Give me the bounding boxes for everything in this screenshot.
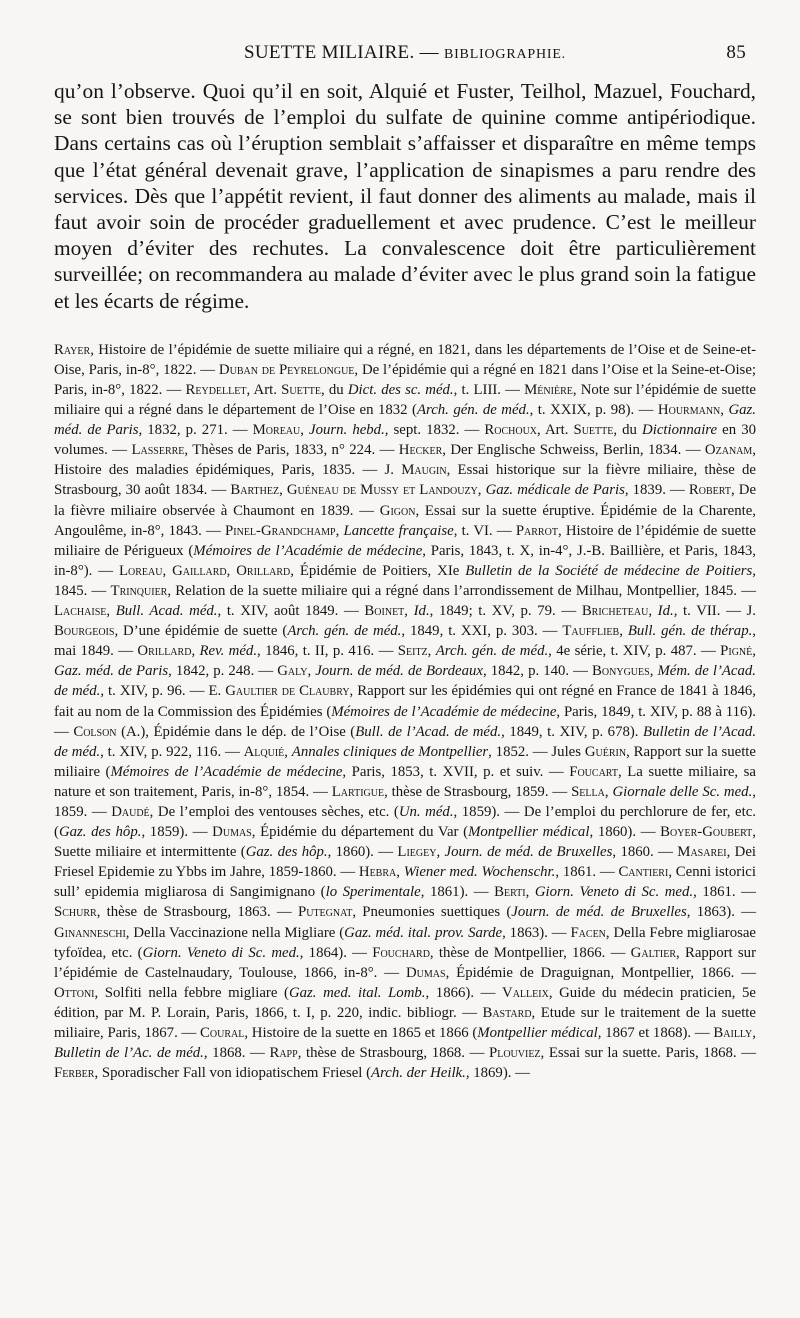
bibliography <box>54 340 756 1083</box>
citation-text: , Cenni istorici sull’ epidemia migliarosa di Sangimignano ( <box>54 864 756 901</box>
publication-title: Id. <box>657 603 674 620</box>
citation-text: , thèse de Montpellier, 1866. — <box>429 944 631 961</box>
author-name: Bourgeois <box>54 623 115 640</box>
citation-text: , Histoire des maladies épidémiques, Paris, 1835. — J. <box>54 442 756 479</box>
author-name: Berti <box>494 884 526 901</box>
citation-text: , De l’épidémie qui a régné en 1821 dans l’Oise et la Seine-et-Oise; Paris, in-8°, 1822. — <box>54 361 756 399</box>
citation-text: , 1869). — <box>465 1065 530 1082</box>
author-name: Schurr <box>54 904 97 921</box>
publication-title: Mém. de l’Acad. de méd. <box>54 663 756 700</box>
publication-title: Journ. de méd. de Bruxelles <box>444 844 613 861</box>
publication-title: Gaz. méd. ital. prov. Sarde <box>344 924 503 941</box>
citation-text: , du <box>321 382 348 399</box>
author-name: Guérin <box>584 743 627 760</box>
citation-text: , Art. <box>537 422 574 439</box>
author-name: Liegey <box>397 844 437 861</box>
citation-text: , Guide du médecin praticien, 5e édition, par M. P. Lorain, Paris, 1866, t. I, p. 220, indic. bibliogr. — <box>54 984 756 1021</box>
citation-text: , Der Englische Schweiss, Berlin, 1834. — <box>442 442 705 459</box>
citation-text: , <box>300 422 310 439</box>
citation-text: , <box>106 603 116 620</box>
citation-text: , mai 1849. — <box>54 623 756 660</box>
citation-text: , Rapport sur la suette miliaire ( <box>54 743 756 780</box>
citation-text: , 1849, t. XXI, p. 303. — <box>401 623 563 640</box>
author-name: Facen <box>570 924 606 941</box>
citation-text: , t. LIII. — <box>453 382 525 399</box>
body-paragraph: qu’on l’observe. Quoi qu’il en soit, Alquié et Fuster, Teilhol, Mazuel, Fouchard, se sont bien trouvés de l’emploi du sulfate de quinine comme antipériodique. Dans certains cas où l’éruption semblait s’affaisser et disparaître en même temps que l’état général devenait grave, l’application de sinapismes a paru rendre des services. Dès que l’appétit revient, il faut donner des aliments au malade, mais il faut avoir soin de procéder graduellement et avec prudence. C’est le meilleur moyen d’éviter des rechutes. La convalescence doit être particulièrement surveillée; on recommandera au malade d’éviter avec le plus grand soin la fatigue et les écarts de régime. <box>54 79 756 313</box>
citation-text: , Histoire de l’épidémie de suette miliaire de Périgueux ( <box>54 522 756 559</box>
citation-text: , 1852. — Jules <box>488 743 585 760</box>
citation-text: , <box>404 603 414 620</box>
citation-text: , Rapport sur les épidémies qui ont régné en France de 1841 à 1846, fait au nom de la Commission des Épidémies ( <box>54 683 756 720</box>
citation-text: , 1860). — <box>589 824 661 841</box>
citation-text: , 1842, p. 248. — <box>168 663 278 680</box>
author-name: Putegnat <box>298 904 353 921</box>
author-name: Galy <box>277 663 308 680</box>
header-subtitle: BIBLIOGRAPHIE. <box>443 47 566 62</box>
citation-text: , Etude sur le traitement de la suette miliaire, Paris, 1867. — <box>54 1004 756 1042</box>
publication-title: Giorn. Veneto di Sc. med. <box>534 884 694 901</box>
citation-text: , 1846, t. II, p. 416. — <box>257 643 398 660</box>
citation-text: , 1842, p. 140. — <box>482 663 593 680</box>
author-name: Reydellet <box>185 382 247 399</box>
author-name: Dumas <box>212 824 252 841</box>
citation-text: , Épidémie de Poitiers, XI <box>290 562 453 579</box>
citation-text: , 4e série, t. XIV, p. 487. — <box>548 643 721 660</box>
publication-title: Arch. gén. de méd. <box>416 402 530 419</box>
author-name: Ottoni <box>54 984 95 1001</box>
author-name: Dumas <box>405 964 446 981</box>
bibliography-paragraph <box>54 340 756 1083</box>
citation-text: , thèse de Strasbourg, 1868. — <box>297 1045 489 1062</box>
citation-text: , <box>427 643 436 660</box>
publication-title: Arch. der Heilk. <box>371 1065 466 1082</box>
author-name: Moreau <box>252 422 301 439</box>
author-name: Sella <box>571 783 605 800</box>
citation-text: , du <box>613 422 643 439</box>
citation-text: , De la fièvre miliaire observée à Chaumont en 1839. — <box>54 482 757 519</box>
publication-title: Gaz. med. ital. Lomb. <box>288 984 426 1001</box>
author-name: Robert <box>688 482 731 499</box>
publication-title: Montpellier médical <box>477 1025 598 1042</box>
citation-text: , t. VII. — J. <box>673 603 756 620</box>
citation-text: , <box>396 864 404 881</box>
citation-text: , Épidémie de Draguignan, Montpellier, 1866. — <box>445 964 756 981</box>
author-name: Hourmann <box>657 402 721 419</box>
publication-title: lo Sperimentale <box>325 884 421 901</box>
citation-text: , Solfiti nella febbre migliare ( <box>94 984 289 1001</box>
publication-title: Arch. gén. de méd. <box>287 623 402 640</box>
citation-text: , t. XXIX, p. 98). — <box>529 402 658 419</box>
publication-title: Gaz. méd. de Paris <box>54 402 756 439</box>
citation-text: , 1861. — <box>693 884 756 901</box>
citation-text: e <box>452 562 466 579</box>
citation-text: , Paris, 1853, t. XVII, p. et suiv. — <box>342 763 570 780</box>
publication-title: Journ. de méd. de Bordeaux <box>315 663 483 680</box>
author-name: Plouviez <box>488 1045 541 1062</box>
citation-text: , 1860. — <box>612 844 678 861</box>
publication-title: Un. méd. <box>398 803 454 820</box>
citation-text: , <box>752 1025 756 1042</box>
author-name: Bonygues <box>592 663 650 680</box>
citation-text: (A.), Épidémie dans le dép. de l’Oise ( <box>116 723 356 740</box>
author-name: Colson <box>73 723 117 740</box>
author-name: Trinquier <box>110 582 168 599</box>
publication-title: Annales cliniques de Montpellier <box>291 743 489 760</box>
author-name: Parrot <box>515 522 558 539</box>
publication-title: Mémoires de l’Académie de médecine <box>110 763 343 780</box>
citation-text: , Essai historique sur la fièvre miliaire, thèse de Strasbourg, 30 août 1834. — <box>54 462 756 499</box>
citation-text: , Rapport sur l’épidémie de Castelnaudary, Toulouse, 1866, in-8°. — <box>54 944 756 981</box>
publication-title: Rev. méd. <box>199 643 258 660</box>
author-name: Maugin <box>401 462 447 479</box>
author-name: Lachaise <box>54 603 107 620</box>
citation-text: , 1859. — <box>54 783 756 820</box>
citation-text: , Note sur l’épidémie de suette miliaire qui a régné dans le département de l’Oise en 1832 ( <box>54 382 756 419</box>
citation-text: , Della Febre migliarosae tyfoïdea, etc. ( <box>54 924 756 961</box>
citation-text: , Relation de la suette miliaire qui a régné dans l’arrondissement de Milhau, Montpellier, 1845. — <box>167 582 756 599</box>
citation-text: , Épidémie du département du Var ( <box>251 824 469 841</box>
author-name: Ménière <box>524 382 573 399</box>
running-header <box>54 42 756 72</box>
author-name: Boinet <box>364 603 405 620</box>
author-name: Cantieri <box>618 864 669 881</box>
citation-text: , Paris, 1849, t. XIV, p. 88 à 116). — <box>54 703 757 740</box>
author-name: Taufflieb <box>562 623 620 640</box>
citation-text: , 1867 et 1868). — <box>597 1025 714 1042</box>
author-name: Rapp <box>269 1045 298 1062</box>
author-name: Gigon <box>379 502 416 519</box>
author-name: Suette <box>573 422 614 439</box>
citation-text: , 1849, t. XIV, p. 678). <box>501 723 644 740</box>
citation-text: , t. XIV, p. 96. — E. <box>100 683 226 700</box>
citation-text: , <box>307 663 316 680</box>
author-name: Rochoux <box>484 422 538 439</box>
author-name: Duban de Peyrelongue <box>218 361 355 378</box>
author-name: Orillard <box>137 643 192 660</box>
author-name: Gaultier de Claubry <box>225 683 350 700</box>
header-title: SUETTE MILIAIRE. <box>244 42 415 63</box>
citation-text: , <box>604 783 613 800</box>
publication-title: Gaz. des hôp. <box>58 824 142 841</box>
citation-text: , <box>752 643 756 660</box>
publication-title: Gaz. médicale de Paris <box>485 482 625 499</box>
author-name: Bailly <box>713 1025 753 1042</box>
citation-text: , <box>649 663 658 680</box>
citation-text: , 1832, p. 271. — <box>138 422 253 439</box>
author-name: Ozanam <box>704 442 753 459</box>
citation-text: en 30 volumes. — <box>54 422 756 459</box>
author-name: Loreau, Gaillard, Orillard <box>118 562 291 579</box>
author-name: Hebra <box>358 864 397 881</box>
publication-title: Mémoires de l’Académie de médecine <box>193 542 423 559</box>
author-name: Pigné <box>720 643 753 660</box>
publication-title: Dictionnaire <box>642 422 718 439</box>
author-name: Galtier <box>630 944 676 961</box>
author-name: Foucart <box>569 763 618 780</box>
author-name: Alquié <box>243 743 285 760</box>
citation-text: , 1863). — <box>502 924 571 941</box>
citation-text: , <box>477 482 486 499</box>
publication-title: Bull. de l’Acad. de méd. <box>355 723 502 740</box>
header-dash: — <box>419 42 439 63</box>
citation-text: , Histoire de l’épidémie de suette miliaire qui a régné, en 1821, dans les départements de l’Oise et de Seine-et-Oise, Paris, in-8°, 1822. — <box>54 341 756 378</box>
citation-text: , <box>720 402 729 419</box>
publication-title: Journ. hebd. <box>309 422 385 439</box>
citation-text: , Thèses de Paris, 1833, n° 224. — <box>184 442 399 459</box>
citation-text: , t. XIV, août 1849. — <box>217 603 365 620</box>
author-name: Coural <box>200 1025 245 1042</box>
citation-text: , t. VI. — <box>453 522 516 539</box>
publication-title: Lancette française <box>343 522 454 539</box>
author-name: Barthez, Guéneau de Mussy et Landouzy <box>230 482 478 499</box>
citation-text: , 1845. — <box>54 562 756 599</box>
citation-text: , Suette miliaire et intermittente ( <box>54 824 756 861</box>
author-name: Valleix <box>502 984 549 1001</box>
author-name: Lartigue <box>331 783 385 800</box>
author-name: Masarei <box>677 844 727 861</box>
citation-text: , De l’emploi des ventouses sèches, etc. ( <box>149 803 399 820</box>
publication-title: Id. <box>413 603 430 620</box>
publication-title: Gaz. des hôp. <box>245 844 328 861</box>
citation-text: , thèse de Strasbourg, 1859. — <box>384 783 572 800</box>
publication-title: Arch. gén. de méd. <box>435 643 549 660</box>
citation-text: , 1859). — De l’emploi du perchlorure de fer, etc. ( <box>54 803 756 841</box>
author-name: Daudé <box>111 803 150 820</box>
publication-title: Bulletin de l’Ac. de méd. <box>54 1045 204 1062</box>
citation-text: , Essai sur la suette. Paris, 1868. — <box>540 1045 757 1062</box>
citation-text: , 1864). — <box>299 944 373 961</box>
author-name: Boyer-Goubert <box>660 824 753 841</box>
publication-title: Journ. de méd. de Bruxelles <box>511 904 687 921</box>
citation-text: , Paris, 1843, t. X, in-4°, J.-B. Baillière, et Paris, 1843, in-8°). — <box>54 542 756 579</box>
author-name: Seitz <box>397 643 428 660</box>
author-name: Ferber <box>54 1065 95 1082</box>
citation-text: , Art. <box>246 382 282 399</box>
author-name: Bricheteau <box>581 603 649 620</box>
author-name: Hecker <box>398 442 443 459</box>
publication-title: Dict. des sc. méd. <box>347 382 454 399</box>
publication-title: Montpellier médical <box>468 824 590 841</box>
citation-text: , 1859). — <box>141 824 213 841</box>
citation-text: , thèse de Strasbourg, 1863. — <box>96 904 298 921</box>
citation-text: , Della Vaccinazione nella Migliare ( <box>125 924 345 941</box>
citation-text: , <box>191 643 200 660</box>
citation-text: , <box>436 844 445 861</box>
citation-text: , La suette miliaire, sa nature et son traitement, Paris, in-8°, 1854. — <box>54 763 756 800</box>
publication-title: Bull. Acad. méd. <box>115 603 218 620</box>
body-text <box>54 78 756 314</box>
citation-text: , <box>648 603 658 620</box>
publication-title: Mémoires de l’Académie de médecine <box>331 703 557 720</box>
author-name: Bastard <box>482 1004 532 1021</box>
author-name: Suette <box>281 382 322 399</box>
publication-title: Wiener med. Wochenschr. <box>403 864 556 881</box>
author-name: Fouchard <box>372 944 430 961</box>
publication-title: Giorn. Veneto di Sc. med. <box>142 944 300 961</box>
citation-text: , Dei Friesel Epidemie zu Ybbs im Jahre, 1859-1860. — <box>54 844 757 881</box>
citation-text: , Histoire de la suette en 1865 et 1866 ( <box>244 1025 478 1042</box>
publication-title: Bull. gén. de thérap. <box>627 623 753 640</box>
author-name: Rayer <box>54 341 91 358</box>
citation-text: , 1866). — <box>425 984 503 1001</box>
citation-text: , 1861). — <box>420 884 495 901</box>
author-name: Lasserre <box>131 442 185 459</box>
publication-title: Bulletin de la Société de médecine de Poitiers <box>465 562 753 579</box>
citation-text: , 1861. — <box>555 864 619 881</box>
citation-text: , <box>284 743 292 760</box>
citation-text: , <box>525 884 535 901</box>
citation-text: , 1868. — <box>203 1045 270 1062</box>
citation-text: , Sporadischer Fall von idiopatischem Friesel ( <box>94 1065 372 1082</box>
publication-title: Giornale delle Sc. med. <box>612 783 753 800</box>
citation-text: , sept. 1832. — <box>384 422 485 439</box>
citation-text: , 1849; t. XV, p. 79. — <box>429 603 582 620</box>
citation-text: , <box>619 623 628 640</box>
citation-text: , Pneumonies suettiques ( <box>352 904 512 921</box>
publication-title: Bulletin de l’Acad. de méd. <box>54 723 757 760</box>
citation-text: , 1860). — <box>327 844 398 861</box>
page-number: 85 <box>726 42 746 63</box>
citation-text: , D’une épidémie de suette ( <box>114 623 288 640</box>
citation-text: , 1839. — <box>624 482 689 499</box>
author-name: Ginanneschi <box>54 924 126 941</box>
citation-text: , Essai sur la suette éruptive. Épidémie de la Charente, Angoulême, in-8°, 1843. — <box>54 502 756 539</box>
citation-text: , t. XIV, p. 922, 116. — <box>100 743 244 760</box>
author-name: Pinel-Grandchamp <box>225 522 336 539</box>
publication-title: Gaz. méd. de Paris <box>54 663 169 680</box>
citation-text: , <box>335 522 344 539</box>
citation-text: , 1863). — <box>686 904 756 921</box>
